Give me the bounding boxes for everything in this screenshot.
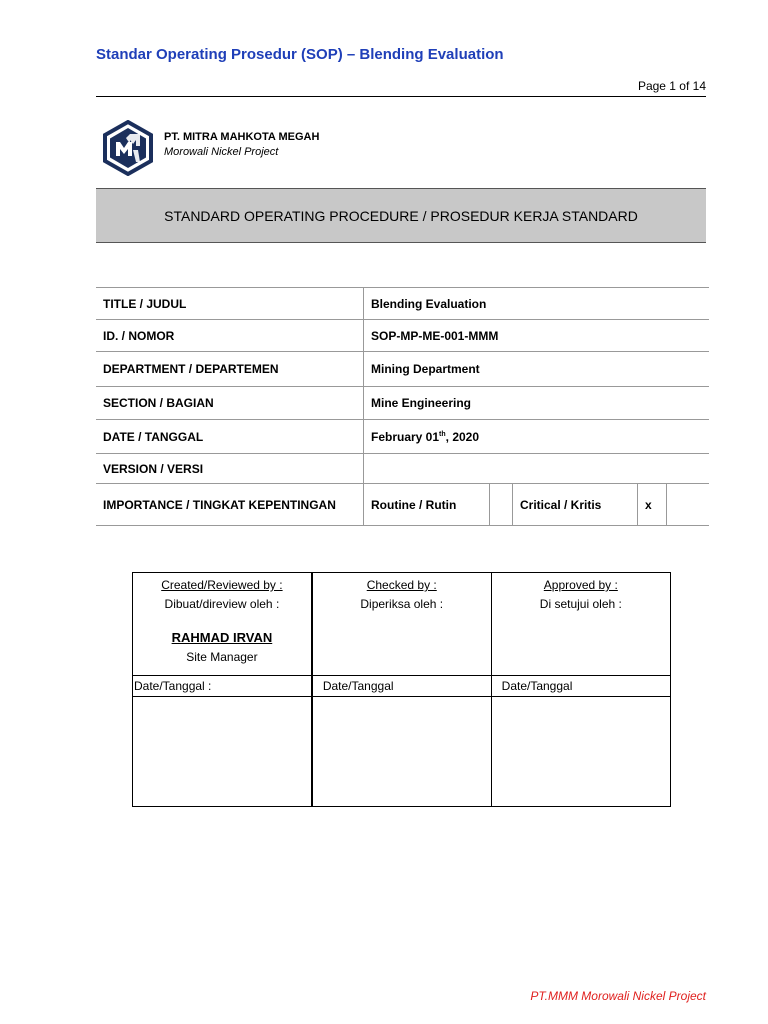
- created-date-label: Date/Tanggal :: [133, 676, 312, 697]
- importance-spacer: [667, 484, 710, 526]
- company-logo-icon: [100, 120, 156, 176]
- table-row: [96, 288, 709, 320]
- table-row: [96, 352, 709, 387]
- header-divider: [96, 96, 706, 97]
- importance-label: IMPORTANCE / TINGKAT KEPENTINGAN: [96, 484, 364, 526]
- info-value: Mine Engineering: [364, 387, 710, 420]
- created-by-cell: [133, 573, 312, 676]
- document-header-title: Standar Operating Prosedur (SOP) – Blending Evaluation: [96, 46, 504, 63]
- info-label: VERSION / VERSI: [96, 454, 364, 484]
- document-info-table: [96, 287, 709, 526]
- approved-date-label: Date/Tanggal: [491, 676, 670, 697]
- table-row: [133, 676, 671, 697]
- checked-by-subtitle: Diperiksa oleh :: [360, 597, 444, 611]
- info-label: TITLE / JUDUL: [96, 288, 364, 320]
- approved-by-title: Approved by :: [543, 578, 618, 592]
- table-row: [96, 454, 709, 484]
- page-footer: PT.MMM Morowali Nickel Project: [530, 989, 706, 1003]
- signer-role: Site Manager: [186, 650, 258, 664]
- company-name: PT. MITRA MAHKOTA MEGAH: [164, 131, 320, 143]
- info-label: SECTION / BAGIAN: [96, 387, 364, 420]
- checked-date-label: Date/Tanggal: [312, 676, 491, 697]
- table-row: [133, 573, 671, 676]
- date-ordinal: th: [439, 430, 446, 438]
- signature-table: [132, 572, 671, 807]
- importance-option-critical: Critical / Kritis: [513, 484, 638, 526]
- table-row: [96, 420, 709, 454]
- checked-by-cell: [312, 573, 491, 676]
- company-project: Morowali Nickel Project: [164, 146, 279, 158]
- page-number: Page 1 of 14: [637, 79, 706, 93]
- info-label: DATE / TANGGAL: [96, 420, 364, 454]
- table-row: [96, 387, 709, 420]
- created-by-subtitle: Dibuat/direview oleh :: [164, 597, 280, 611]
- created-by-title: Created/Reviewed by :: [161, 578, 283, 592]
- approved-date-field: [491, 697, 670, 807]
- info-value: [364, 420, 710, 454]
- importance-critical-mark: x: [638, 484, 667, 526]
- table-row: [96, 484, 709, 526]
- checked-by-title: Checked by :: [366, 578, 437, 592]
- signer-name: RAHMAD IRVAN: [171, 630, 273, 645]
- info-label: ID. / NOMOR: [96, 320, 364, 352]
- approved-by-cell: [491, 573, 670, 676]
- info-value: [364, 454, 710, 484]
- info-value: Mining Department: [364, 352, 710, 387]
- banner-text: STANDARD OPERATING PROCEDURE / PROSEDUR KERJA STANDARD: [164, 207, 638, 224]
- table-row: [133, 697, 671, 807]
- table-row: [96, 320, 709, 352]
- created-date-field: [133, 697, 312, 807]
- checked-date-field: [312, 697, 491, 807]
- info-value: Blending Evaluation: [364, 288, 710, 320]
- info-label: DEPARTMENT / DEPARTEMEN: [96, 352, 364, 387]
- info-value: SOP-MP-ME-001-MMM: [364, 320, 710, 352]
- date-year: , 2020: [445, 429, 480, 444]
- importance-option-routine: Routine / Rutin: [364, 484, 490, 526]
- document-banner: [96, 188, 706, 243]
- date-value: February 01: [371, 429, 440, 444]
- approved-by-subtitle: Di setujui oleh :: [539, 597, 622, 611]
- importance-routine-mark: [490, 484, 513, 526]
